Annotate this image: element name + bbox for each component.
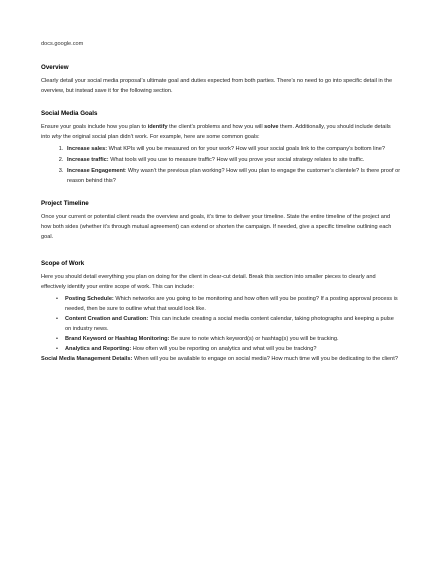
timeline-text: Once your current or potential client reads the overview and goals, it’s time to deliver your timeline. State the entire timeline of the project and how both sides (whether it’s through mutual agreement) can extend or shorten the campaign. If needed, give a specific timeline outlining each goal.: [41, 214, 392, 240]
list-item-label: Content Creation and Curation:: [65, 316, 149, 322]
management-details: [41, 354, 401, 364]
list-item-text: What KPIs will you be measured on for your work? How will your social goals link to the company’s bottom line?: [107, 146, 385, 152]
overview-text: Clearly detail your social media proposal’s ultimate goal and duties expected from both parties. There’s no need to go into specific detail in the overview, but instead save it for the following section.: [41, 78, 393, 94]
scope-section: [41, 260, 401, 364]
list-item-text: : Why wasn’t the previous plan working? How will you plan to engage the customer’s clientele? Is there proof or reason behind this?: [67, 168, 401, 184]
timeline-section: [41, 200, 401, 242]
list-item: [65, 155, 401, 165]
goals-intro-part: them. Additionally, you should include details into: [41, 124, 391, 140]
scope-text: Here you should detail everything you plan on doing for the client in clear-cut detail. Break this section into smaller pieces to clearly and effectively identify your entire scope of work. This can include:: [41, 274, 376, 290]
list-item: [56, 294, 401, 314]
list-item-text: This can include creating a social media content calendar, taking photographs and keeping a pulse on industry news.: [65, 316, 394, 332]
overview-section: [41, 64, 401, 96]
goals-intro: [41, 122, 401, 142]
list-item: [56, 344, 401, 354]
bullet-icon: •: [56, 336, 58, 342]
management-details-label: Social Media Management Details:: [41, 356, 133, 362]
list-item-label: Increase Engagement: [67, 168, 125, 174]
scope-heading: Scope of Work: [41, 260, 85, 267]
list-item: [56, 314, 401, 334]
list-item-label: Increase traffic:: [67, 157, 109, 163]
list-item-text: What tools will you use to measure traffic? How will you prove your social strategy relates to site traffic.: [108, 157, 365, 163]
source-url: docs.google.com: [41, 41, 84, 47]
list-item-text: Which networks are you going to be monitoring and how often will you be posting? If a posting approval process is needed, then be sure to outline what that would look like.: [65, 296, 398, 312]
document-content: [41, 64, 401, 374]
list-item-text: How often will you be reporting on analytics and what will you be tracking?: [131, 346, 317, 352]
list-item-label: Analytics and Reporting:: [65, 346, 132, 352]
management-details-text: When will you be available to engage on social media? How much time will you be dedicating to the client?: [132, 356, 398, 362]
scope-list: [41, 294, 401, 354]
list-item-label: Brand Keyword or Hashtag Monitoring:: [65, 336, 170, 342]
bullet-icon: •: [56, 316, 58, 322]
goals-list: [41, 144, 401, 186]
list-item-text: Be sure to note which keyword(s) or hashtag(s) you will be tracking.: [169, 336, 339, 342]
goals-heading: Social Media Goals: [41, 110, 98, 117]
list-item: [65, 166, 401, 186]
goals-intro-part: Ensure your goals include how you plan to: [41, 124, 148, 130]
goals-intro-identify: identify: [147, 124, 168, 130]
goals-intro-solve: solve: [264, 124, 279, 130]
timeline-heading: Project Timeline: [41, 200, 89, 207]
goals-intro-why: why: [51, 134, 62, 140]
list-item: [65, 144, 401, 154]
bullet-icon: •: [56, 346, 58, 352]
goals-section: [41, 110, 401, 186]
list-item-label: Posting Schedule:: [65, 296, 114, 302]
goals-intro-part: the client’s problems and how you will: [167, 124, 265, 130]
overview-heading: Overview: [41, 64, 69, 71]
list-item-label: Increase sales:: [67, 146, 108, 152]
bullet-icon: •: [56, 296, 58, 302]
goals-intro-part: the original social plan didn’t work. For example, here are some common goals:: [61, 134, 260, 140]
list-item: [56, 334, 401, 344]
